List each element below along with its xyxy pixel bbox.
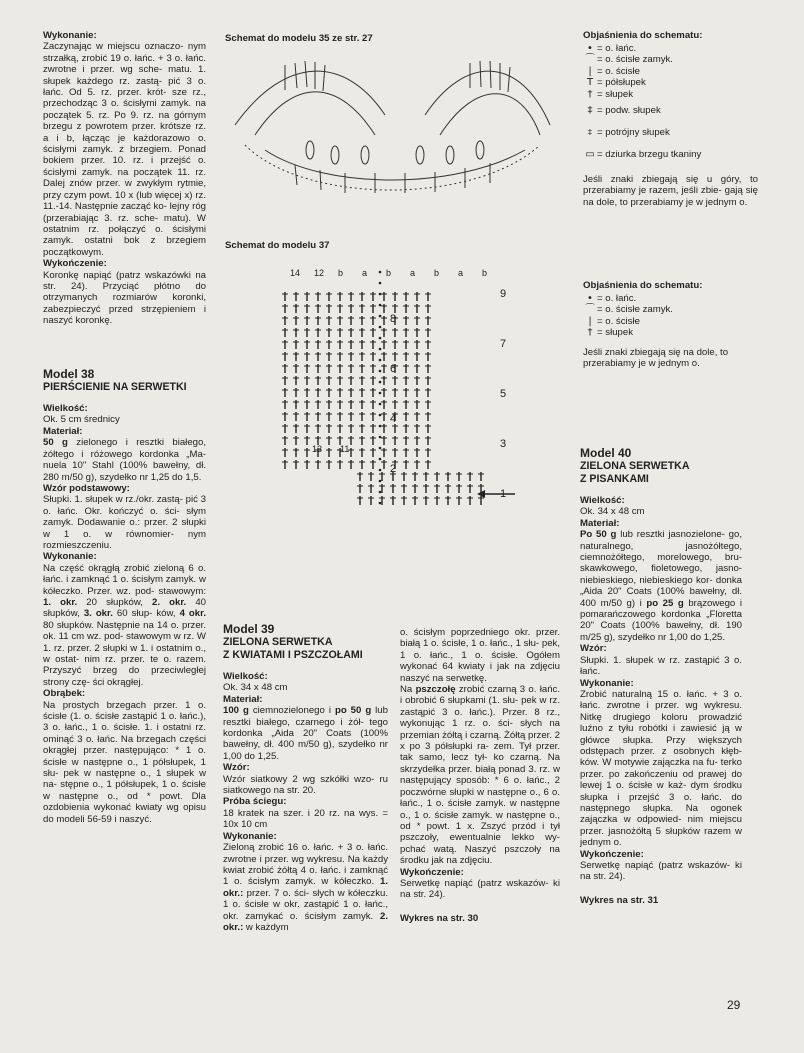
legend-item: [583, 304, 758, 315]
legend-item-label: = o. łańc.: [597, 293, 637, 304]
heading-material-39: Materiał:: [223, 693, 263, 705]
chain-dot: [379, 315, 382, 318]
material-text-40: Po 50 g lub resztki jasnozielone- go, naturalnego, jasnożółtego, ciemnożółtego, morelowego, bru- skawkowego, fioletowego, jasno- niebieskiego, niebieskiego kor- donka „Aida 20" Coats (100% bawełny, dł. 400 m/50 g) i po 25 g brązowego i pomarańczowego kordonka „Floretta 20" Coats (100% bawełny, dł. 190 m/25 g), szydełko nr 1,00 do 1,25.: [580, 529, 742, 643]
row-number: 1: [500, 488, 507, 500]
edging-text: Na prostych brzegach przer. 1 o. ścisłe (1. o. ścisłe zastąpić 1 o. łańc.), 3 o. łańc., 1 o. ścisłe. 1. i ostatni rz. ominąć 3 o. łańc. Na brzegach części okrągłej przer. następująco: * 1 o. ścisłe w następne o., 1 półsłupek, 1 słu- pek w następne o., 1 słupek w na- stępne o., 1 półsłupek, 1 o. ścisłe w następne o., od * powt. Dla ozdobienia wykonać kwiaty wg opisu do modeli 56-59 i naszyć.: [43, 699, 206, 825]
top-label: b: [482, 268, 488, 278]
chain-dot: [379, 469, 382, 472]
bar-icon: |: [588, 65, 592, 77]
double-icon: †: [587, 327, 593, 339]
model-40-title-2: Z PISANKAMI: [580, 472, 649, 485]
legend-item-label: = potrójny słupek: [597, 127, 670, 139]
column-2: [223, 622, 388, 933]
chain-dot: [379, 447, 382, 450]
gauge-text-39: 18 kratek na szer. i 20 rz. na wys. = 10x 10 cm: [223, 807, 388, 831]
legend-item: [583, 122, 758, 144]
model-39-number: Model 39: [223, 622, 275, 636]
chain-dot: [379, 458, 382, 461]
pattern-text: Słupki. 1. słupek w rz./okr. zastą- pić 3 o. łańc. Okr. kończyć o. ści- słym zamyk. Dodawanie o.: przer. 2 słupki w 1 o. w równomier- nym rozmieszczeniu.: [43, 494, 206, 551]
chain-dot: [379, 293, 382, 296]
chain-dot: [379, 403, 382, 406]
chain-dot: [379, 502, 382, 505]
top-label: a: [362, 268, 368, 278]
legend-item-label: = o. ścisłe: [597, 65, 640, 77]
legend-item-label: = słupek: [597, 88, 633, 100]
chain-dot: [379, 271, 382, 274]
heading-size: Wielkość:: [43, 403, 88, 415]
heading-material-40: Materiał:: [580, 517, 620, 529]
heading-finishing-40: Wykończenie:: [580, 848, 644, 860]
heading-size-40: Wielkość:: [580, 495, 625, 506]
row-number: 7: [500, 338, 507, 350]
material-text-39: 100 g ciemnozielonego i po 50 g lub resztki białego, czarnego i żół- tego kordonka „Aida 20" Coats (100% bawełny, dł. 400 m/50 g), szydełko nr 1,00 do 1,25.: [223, 705, 388, 762]
heading-execution-40: Wykonanie:: [580, 677, 634, 689]
chain-dot: [379, 392, 382, 395]
size-text: Ok. 5 cm średnicy: [43, 414, 120, 426]
model-39-title-1: ZIELONA SERWETKA: [223, 636, 333, 648]
left-arch-inner: [255, 92, 375, 135]
arc-icon: ⌒: [585, 54, 595, 66]
legend-item-label: = o. ścisłe: [597, 315, 640, 327]
left-arch: [235, 71, 385, 125]
triple-icon: ⧧: [587, 127, 593, 139]
rect-icon: ▭: [585, 149, 595, 161]
pattern-text-40: Słupki. 1. słupek w rz. zastąpić 3 o. łańc.: [580, 654, 742, 678]
top-label: 14: [290, 268, 301, 278]
right-arch-inner: [440, 94, 540, 135]
row-number: 3: [500, 438, 507, 450]
diagram-37-chart: [270, 262, 530, 527]
chain-dot: [379, 304, 382, 307]
chain-dot: [379, 337, 382, 340]
legend-item: [583, 293, 758, 304]
legend-1-note: Jeśli znaki zbiegają się u góry, to przerabiamy je razem, jeśli zbie- gają się na dole, to przerabiamy je w jednym o.: [583, 173, 758, 208]
chain-dot: [379, 414, 382, 417]
legend-item: [583, 327, 758, 338]
size-text-39: Ok. 34 x 48 cm: [223, 682, 288, 694]
execution-text-39: Zieloną zrobić 16 o. łańc. + 3 o. łańc. zwrotne i przer. wg wykresu. Na każdy kwiat zrobić żółtą 4 o. łańc. i zamknąć 1 o. ścisłym zamyk. w kółeczko. 1. okr.: przer. 7 o. ści- słych w kółeczku. 1 o. ścisłe w okr. zastąpić 1 o. łańc., okr. zamykać o. ścisłym zamyk. 2. okr.: w każdym: [223, 842, 388, 933]
top-label: b: [338, 268, 344, 278]
row-number: 5: [500, 388, 507, 400]
pattern-text-39: Wzór siatkowy 2 wg szkółki wzo- ru siatkowego na str. 20.: [223, 773, 388, 797]
diagram-35-chart: [225, 55, 555, 200]
model-40-title-1: ZIELONA SERWETKA: [580, 460, 690, 472]
legend-item: [583, 77, 758, 88]
legend-item-label: = o. łańc.: [597, 43, 637, 54]
paragraph-wykonanie: Zaczynając w miejscu oznaczo- nym strzałką, zrobić 19 o. łańc. + 3 o. łańc. zwrotne i przer. wg sche- matu. 1. słupek każdego rz. zastą- pić 3 o. łańc. Od 5. rz. przer. krót- sze rz., przechodząc 3 o. ścisłymi zamyk. na początek 5. rz. Po 9. rz. na górnym brzegu z powrotem przer. krótsze rz. a i b, łącząc je każdorazowo o. ścisłymi zamyk. z brzegiem. Ponad bokiem przer. 10. rz. i przejść o. ścisłymi zamyk. na początek 11. rz. Dalej znów przer. w zwykłym rytmie, przy czym powt. 10 x (lub więcej x) rz. 11.-14. Następnie zacząć ko- lejny róg (przerabiając 3. rz. sche- matu). W ostatnim rz. połączyć o. ścisłymi zamyk. ostatni bok z brzegiem początkowym.: [43, 41, 206, 258]
diagram-35-title: Schemat do modelu 35 ze str. 27: [225, 33, 373, 44]
dot-icon: •: [587, 293, 593, 304]
heading-wykonczenie: Wykończenie:: [43, 258, 107, 270]
heading-execution-39: Wykonanie:: [223, 830, 277, 842]
finishing-text-39: Serwetkę napiąć (patrz wskazów- ki na str. 24).: [400, 877, 560, 901]
heading-pattern: Wzór podstawowy:: [43, 482, 130, 494]
execution-text-40: Zrobić naturalną 15 o. łańc. + 3 o. łańc. zwrotne i przer. wg wykresu. Nitkę drugiego koloru prowadzić luźno z tyłu robótki i zawiesić ją w główce słupka. Przy większych odstępach przer. z osobnych kłęb- ków. W motywie zajączka na fu- terko przer. po zakończeniu od prawej do lewej 1 o. ścisłe w każ- dym środku słupka i przejść 3 o. łańc. do następnego słupka. Na ogonek zajączka w odpowied- nim miejscu przer. jasnożółtą 5 słupków razem w jednym o.: [580, 688, 742, 849]
row-number: 2: [390, 463, 397, 475]
material-text: 50 g zielonego i resztki białego, żółtego i różowego kordonka „Ma- nuela 10" Stahl (100% bawełny, dł. 280 m/50 g), szydełko nr 1,25 do 1,5.: [43, 437, 206, 483]
heading-finishing-39: Wykończenie:: [400, 866, 464, 878]
chain-dot: [379, 491, 382, 494]
chain-dot: [379, 436, 382, 439]
heading-material: Materiał:: [43, 425, 83, 437]
chain-dot: [379, 282, 382, 285]
legend-item: [583, 144, 758, 166]
row-number: 8: [390, 313, 397, 325]
row-number: 4: [390, 413, 397, 425]
heading-gauge-39: Próba ściegu:: [223, 796, 287, 808]
execution-text: Na część okrągłą zrobić zieloną 6 o. łańc. i zamknąć 1 o. ścisłym zamyk. w kółeczko. Przer. wz. pod- stawowym: 1. okr. 20 słupków, 2. okr. 40 słupków, 3. okr. 60 słup- ków, 4 okr. 80 słupków. Następnie na 14 o. przer. ok. 11 cm wz. pod- stawowym w rz. W 1. rz. przer. 2 słupki w 1. i ostatnim o., w ostat- nim rz. przer. te o. razem. Przyszyć brzeg do przeciwległej strony czę- ści okrągłej.: [43, 562, 207, 688]
arc-icon: ⌒: [585, 304, 595, 316]
model-38-number: Model 38: [43, 366, 95, 381]
top-label: b: [434, 268, 440, 278]
diagram-37-title: Schemat do modelu 37: [225, 240, 330, 251]
chain-dot: [379, 425, 382, 428]
double-icon: †: [587, 88, 593, 100]
legend-2-title: Objaśnienia do schematu:: [583, 280, 703, 291]
legend-item: [583, 66, 758, 77]
heading-size-39: Wielkość:: [223, 671, 268, 682]
column-1: [43, 30, 206, 825]
dot-icon: •: [587, 43, 593, 54]
chain-dot: [379, 348, 382, 351]
legend-item: [583, 100, 758, 122]
chart-ref-39: Wykres na str. 30: [400, 912, 479, 924]
model-40-number: Model 40: [580, 446, 632, 460]
legend-item-label: = półsłupek: [597, 77, 646, 89]
legend-item-label: = o. ścisłe zamyk.: [597, 54, 673, 66]
legend-item-label: = podw. słupek: [597, 105, 661, 117]
column-3: [400, 627, 560, 924]
chain-dot: [379, 480, 382, 483]
top-label: a: [410, 268, 416, 278]
heading-wykonanie: Wykonanie:: [43, 30, 97, 41]
legend-item: [583, 316, 758, 327]
legend-item-label: = dziurka brzegu tkaniny: [597, 149, 702, 161]
bar-icon: |: [588, 315, 592, 327]
left-label: 13: [312, 444, 323, 454]
row-number: 6: [390, 363, 397, 375]
chart-ref-40: Wykres na str. 31: [580, 894, 659, 906]
legend-2-note: Jeśli znaki zbiegają się na dole, to przerabiamy je w jednym o.: [583, 346, 729, 369]
top-label: 12: [314, 268, 325, 278]
top-label: a: [458, 268, 464, 278]
left-label: 11: [340, 444, 350, 454]
heading-edging: Obrąbek:: [43, 688, 86, 700]
finishing-text-40: Serwetkę napiąć (patrz wskazów- ki na str. 24).: [580, 860, 742, 883]
half-double-icon: T: [586, 77, 594, 89]
heading-pattern-40: Wzór:: [580, 643, 607, 655]
legend-1: [583, 30, 758, 208]
page-number: 29: [727, 998, 741, 1012]
chain-dot: [379, 370, 382, 373]
legend-2: [583, 280, 758, 369]
chain-dot: [379, 326, 382, 329]
size-text-40: Ok. 34 x 48 cm: [580, 506, 645, 518]
heading-execution: Wykonanie:: [43, 551, 97, 563]
treble-icon: ‡: [587, 105, 593, 117]
heading-pattern-39: Wzór:: [223, 762, 250, 774]
legend-item: [583, 89, 758, 100]
column-4: [580, 446, 742, 906]
legend-item: [583, 54, 758, 65]
bottom-curve: [245, 145, 540, 190]
row-number: 9: [500, 288, 507, 300]
legend-1-title: Objaśnienia do schematu:: [583, 30, 703, 41]
top-label: b: [386, 268, 392, 278]
chain-dot: [379, 381, 382, 384]
bee-text: Na pszczołę zrobić czarną 3 o. łańc. i obrobić 6 słupkami (1. słu- pek w rz. zastąpić 3 o. łańc.). Przer. 8 rz., wykonując 1 rz. o. ści- słych na przemian żółtą i czarną. Żółtą przer. 2 x po 3 półsłupki ra- zem. Tył przer. tak samo, lecz tył- ko czarną. Na skrzydełka przer. białą ponad 3. rz. w następujący sposób: * 6 o. łańc., 2 poczwórne słupki w następne o., 6 o. łańc., 1 o. ścisłe zamyk. w następne o., 1 o. ścisłe zamyk. w następne o., od * powt. 1 x. Zszyć przód i tył pszczoły, ewentualnie lekko wy- pchać watą. Naszyć pszczoły na środku jak na zdjęciu.: [400, 684, 560, 867]
legend-item-label: = o. ścisłe zamyk.: [597, 304, 673, 316]
chain-dot: [379, 359, 382, 362]
execution-cont-39: o. ścisłym poprzedniego okr. przer. białą 1 o. ścisłe, 1 o. łańc., 1 słu- pek, 1 o. łańc., 1 o. ścisłe. Ogółem wykonać 64 kwiaty i jak na zdjęciu naszyć na serwetkę.: [400, 627, 560, 684]
legend-item-label: = słupek: [597, 327, 633, 339]
middle-curve: [265, 150, 525, 180]
model-38-title: PIERŚCIENIE NA SERWETKI: [43, 380, 187, 393]
paragraph-wykonczenie: Koronkę napiąć (patrz wskazówki na str. 24). Przyciąć płótno do otrzymanych rozmiarów koronki, zabezpieczyć przed strzępieniem i naszyć koronkę.: [43, 269, 206, 327]
model-39-title-2: Z KWIATAMI I PSZCZOŁAMI: [223, 648, 363, 661]
legend-item: [583, 43, 758, 54]
